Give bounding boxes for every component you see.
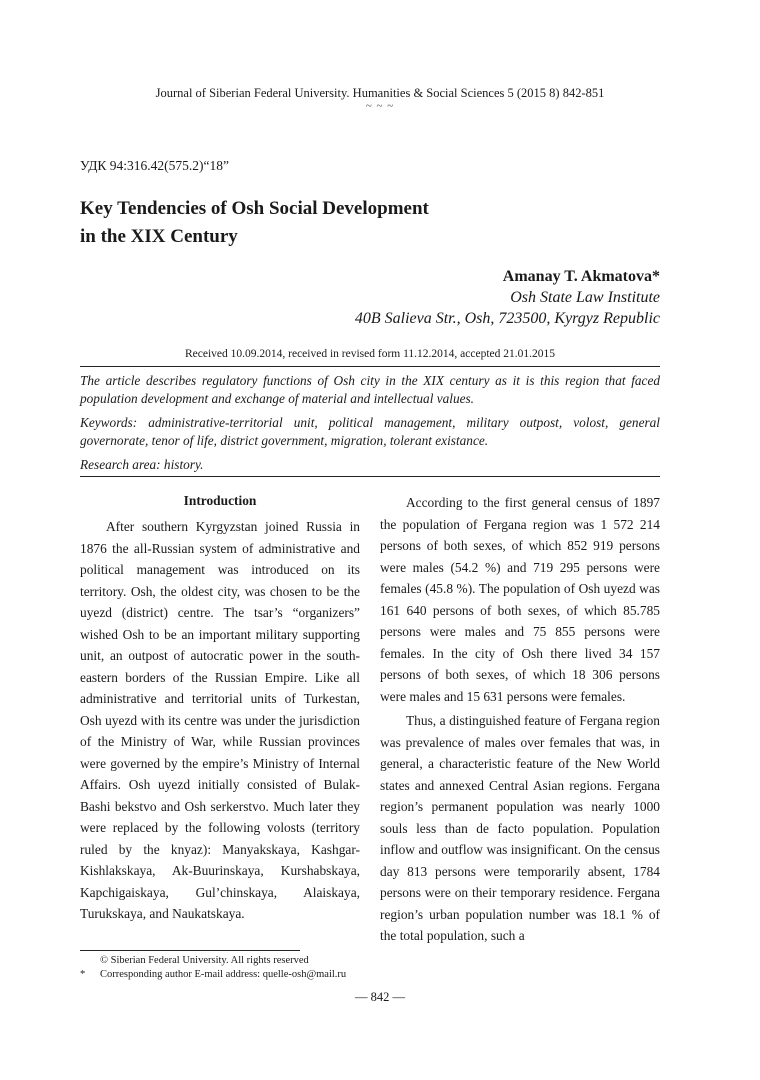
copyright-text: © Siberian Federal University. All rights reserved: [100, 955, 309, 966]
census-paragraph: According to the first general census of 1897 the population of Fergana region was 1 572 214 persons of both sexes, of which 852 919 persons were males (54.2 %) and 719 295 persons were females (45.8 %). The population of Osh uyezd was 161 640 persons of both sexes, of which 85.785 persons were males and 75 855 persons were females. In the city of Osh there lived 34 157 persons of both sexes, of which 18 306 persons were males and 15 631 persons were females.: [380, 495, 660, 704]
research-area: Research area: history.: [80, 457, 204, 472]
author-block: [355, 266, 660, 329]
article-title: [80, 195, 600, 251]
journal-header: Journal of Siberian Federal University. Humanities & Social Sciences 5 (2015 8) 842-851: [155, 86, 605, 100]
header-ornament: ~ ~ ~: [365, 100, 395, 112]
corresponding-text: Corresponding author E-mail address: quelle-osh@mail.ru: [100, 969, 347, 980]
abstract-top-rule: [80, 366, 660, 367]
author-address: 40B Salieva Str., Osh, 723500, Kyrgyz Republic: [354, 310, 660, 327]
right-column: [380, 492, 660, 947]
author-institution: Osh State Law Institute: [510, 289, 660, 306]
introduction-heading: Introduction: [183, 493, 257, 508]
fergana-paragraph: Thus, a distinguished feature of Fergana region was prevalence of males over females that was, in general, a characteristic feature of the New World states and annexed Central Asian regions. Fergana region’s permanent population was nearly 1000 souls less than de facto population. Population inflow and outflow was insignificant. On the census day 813 persons were temporarily absent, 1784 persons were on their temporary residence. Fergana region’s urban population number was 18.1 % of the total population, such a: [380, 713, 660, 943]
received-dates: Received 10.09.2014, received in revised form 11.12.2014, accepted 21.01.2015: [184, 348, 556, 360]
footnote-copyright: [80, 954, 309, 968]
left-column: [80, 492, 360, 925]
udk-code: УДК 94:316.42(575.2)“18”: [80, 158, 230, 173]
title-line-1: Key Tendencies of Osh Social Development: [80, 198, 429, 219]
intro-paragraph: After southern Kyrgyzstan joined Russia in 1876 the all-Russian system of administrative and political management was introduced on its territory. Osh, the oldest city, was chosen to be the uyezd (district) centre. The tsar’s “organizers” wished Osh to be an important military supporting unit, an outpost of autocratic power in the south-eastern borders of the Russian Empire. Like all administrative and territorial units of Turkestan, Osh uyezd with its centre was under the jurisdiction of the Ministry of War, while Russian provinces were governed by the empire’s Ministry of Internal Affairs. Osh uyezd initially consisted of Bulak-Bashi bekstvo and Osh serkerstvo. Much later they were replaced by the following volosts (territory ruled by the knyaz): Manyakskaya, Kashgar-Kishlakskaya, Ak-Buurinskaya, Kurshabskaya, Kapchigaiskaya, Gul’chinskaya, Alaiskaya, Turukskaya, and Naukatskaya.: [80, 519, 360, 921]
title-line-2: in the XIX Century: [80, 226, 238, 247]
author-name: Amanay T. Akmatova*: [502, 268, 660, 285]
footnote-asterisk: *: [80, 969, 86, 980]
keywords: Keywords: administrative-territorial unit, political management, military outpost, volost, general governorate, tenor of life, district government, migration, tolerant existance.: [80, 415, 660, 448]
page-number: — 842 —: [355, 990, 405, 1004]
abstract-bottom-rule: [80, 476, 660, 477]
abstract: The article describes regulatory functions of Osh city in the XIX century as it is this region that faced population development and exchange of material and intellectual values.: [80, 373, 660, 406]
footnote-rule: [80, 950, 300, 951]
footnote-corresponding: [80, 968, 346, 982]
